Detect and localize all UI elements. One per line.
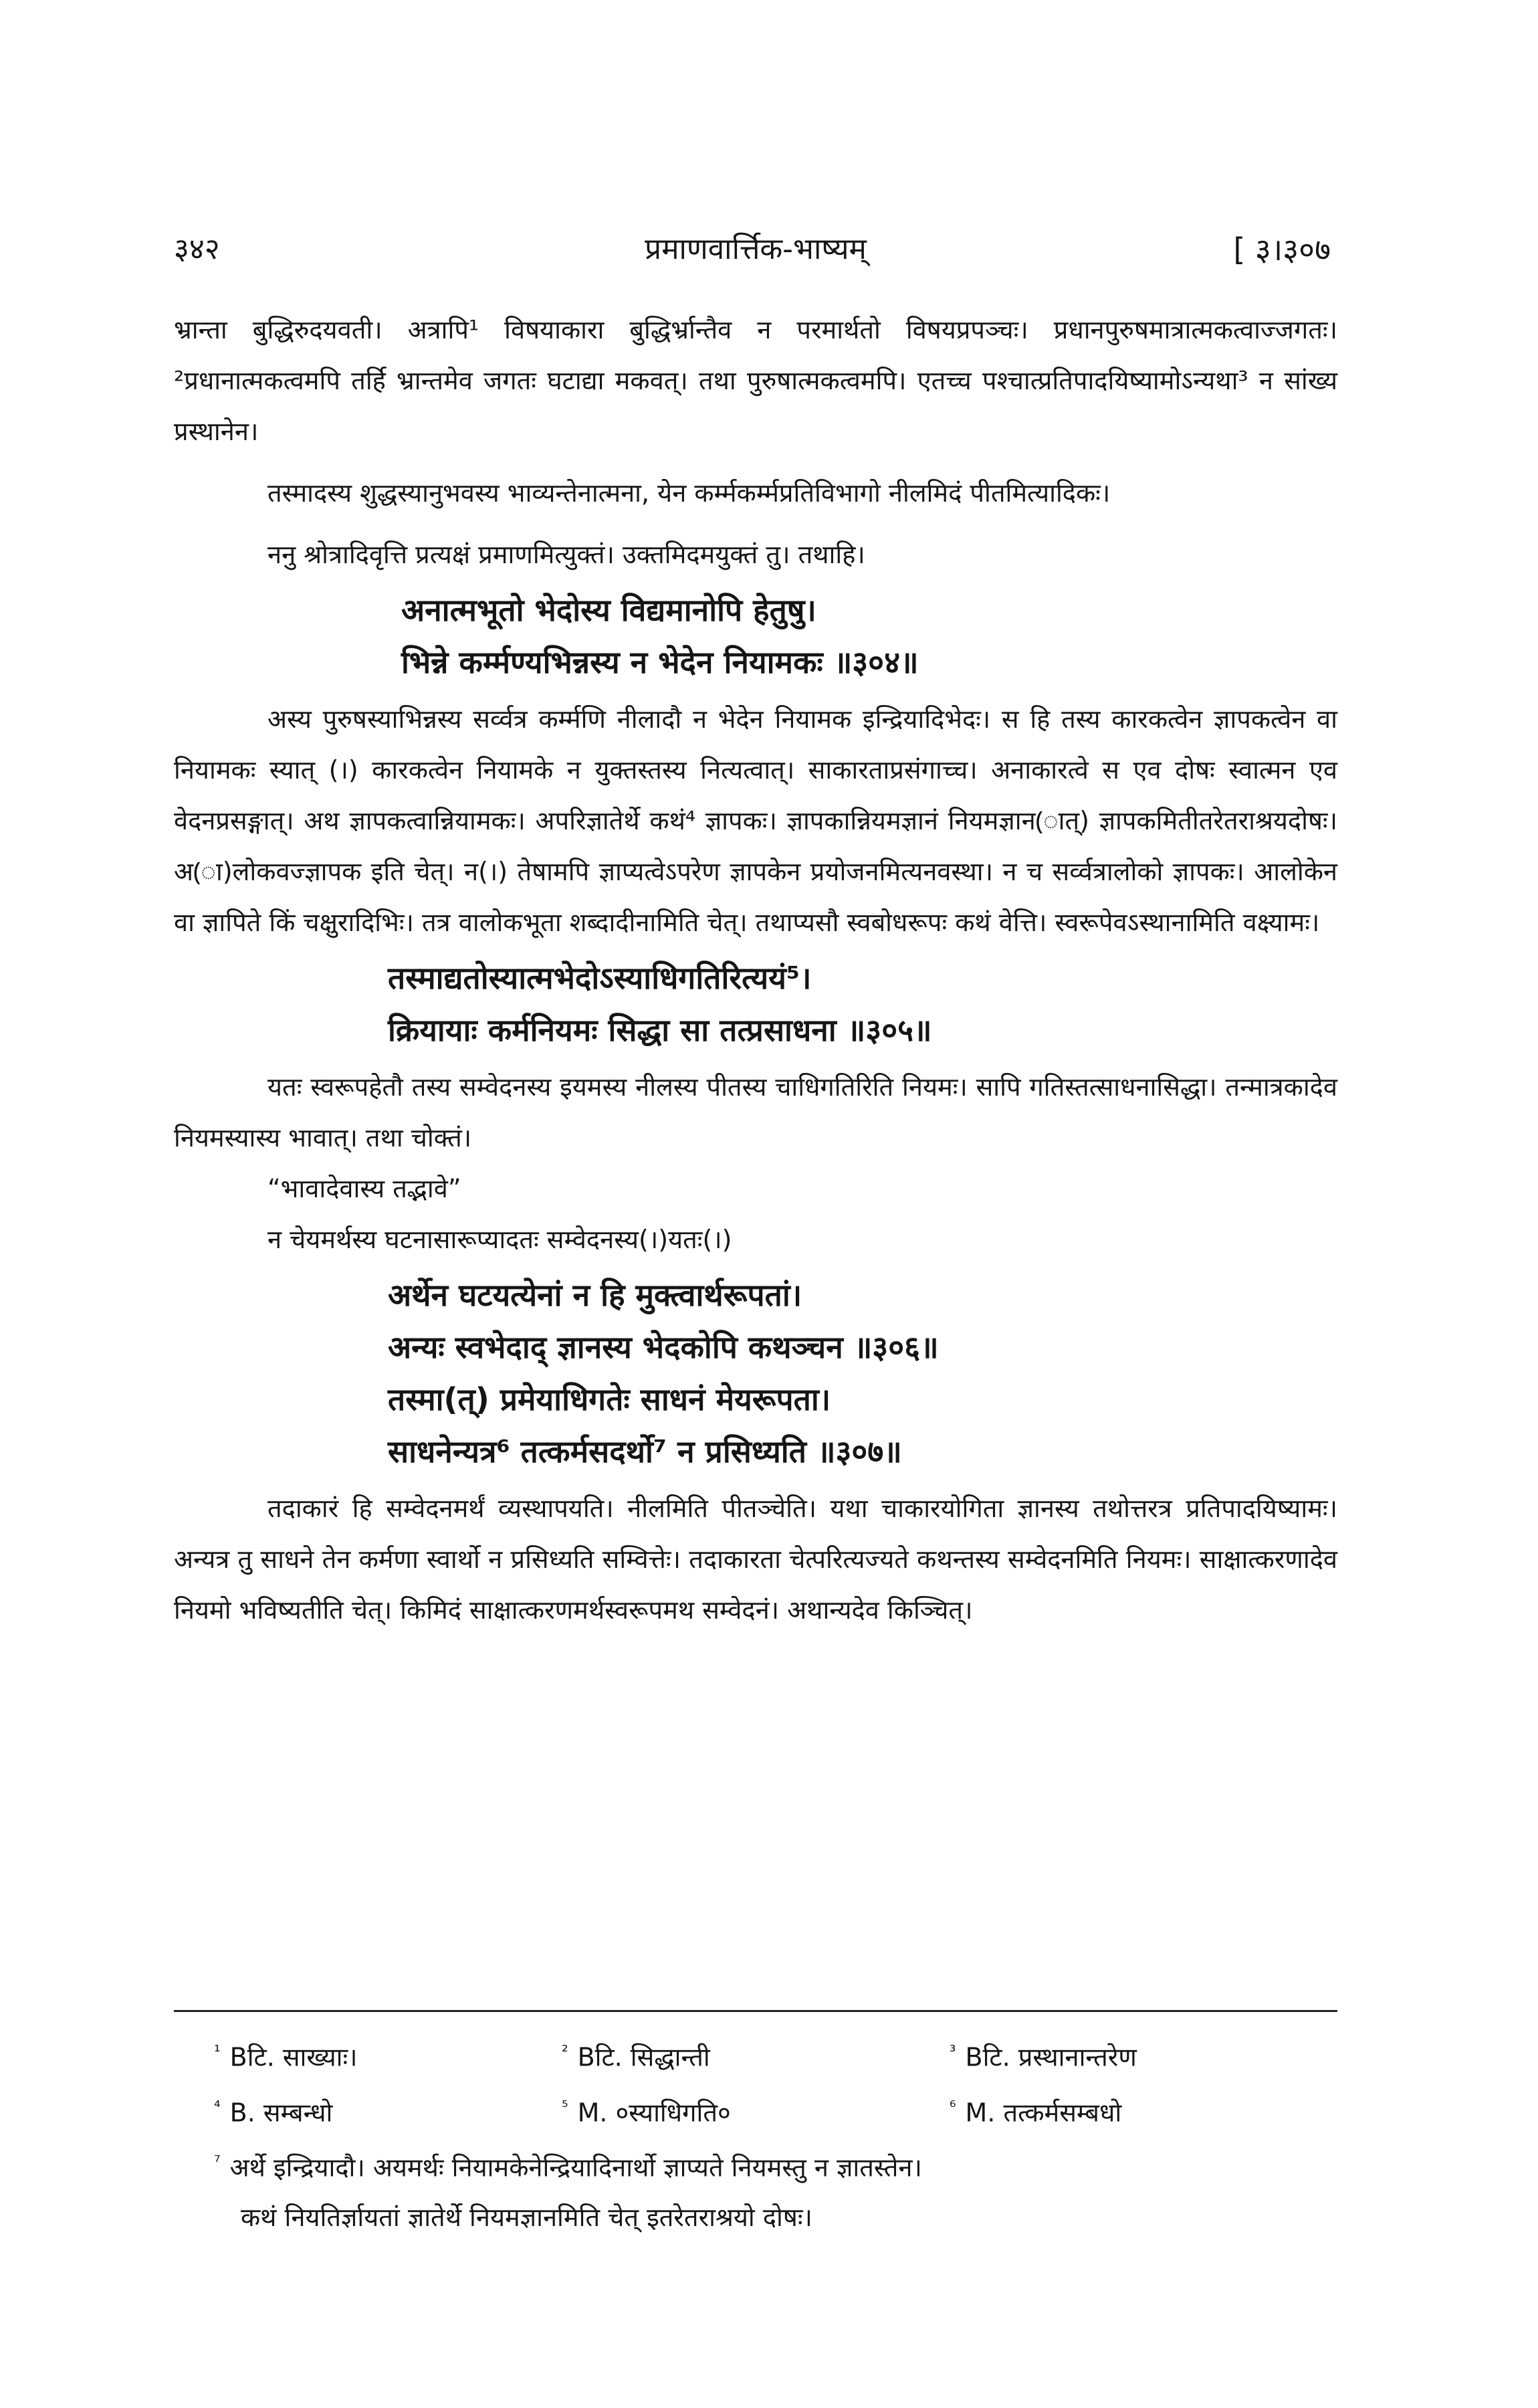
paragraph-4: अस्य पुरुषस्याभिन्नस्य सर्व्वत्र कर्म्मणि नीलादौ न भेदेन नियामक इन्द्रियादिभेदः। स हि तस्य कारकत्वेन ज्ञापकत्वेन वा नियामकः स्यात् (।) कारकत्वेन नियामके न युक्तस्तस्य नित्यत्वात्। साकारताप्रसंगाच्च। अनाकारत्वे स एव दोषः स्वात्मन एव वेदनप्रसङ्गात्। अथ ज्ञापकत्वान्नियामकः। अपरिज्ञातेर्थे कथं⁴ ज्ञापकः। ज्ञापकान्नियमज्ञानं नियमज्ञान(ात्) ज्ञापकमितीतरेतराश्रयदोषः। अ(ा)लोकवज्ज्ञापक इति चेत्। न(।) तेषामपि ज्ञाप्यत्वेऽपरेण ज्ञापकेन प्रयोजनमित्यनवस्था। न च सर्व्वत्रालोको ज्ञापकः। आलोकेन वा ज्ञापिते किं चक्षुरादिभिः। तत्र वालोकभूता शब्दादीनामिति चेत्। तथाप्यसौ स्वबोधरूपः कथं वेत्ति। स्वरूपेवऽस्थानामिति वक्ष्यामः। bbox=[174, 704, 1337, 937]
verse-305-line-2: क्रियायाः कर्मनियमः सिद्धा सा तत्प्रसाधना ॥३०५॥ bbox=[388, 1012, 932, 1048]
running-header bbox=[174, 226, 1337, 273]
main-text bbox=[174, 304, 1337, 1635]
paragraph-7: न चेयमर्थस्य घटनासारूप्यादतः सम्वेदनस्य(।)यतः(।) bbox=[267, 1225, 732, 1254]
verse-306-307 bbox=[174, 1269, 1337, 1478]
paragraph-5: यतः स्वरूपहेतौ तस्य सम्वेदनस्य इयमस्य नीलस्य पीतस्य चाधिगतिरिति नियमः। सापि गतिस्तत्साधनासिद्धा। तन्मात्रकादेव नियमस्यास्य भावात्। तथा चोक्तं। bbox=[174, 1072, 1337, 1152]
verse-306-line-1: अर्थेन घटयत्येनां न हि मुक्त्वार्थरूपतां। bbox=[388, 1277, 802, 1313]
page-number: ३४२ bbox=[174, 232, 220, 266]
verse-306-line-2: अन्यः स्वभेदाद् ज्ञानस्य भेदकोपि कथञ्चन ॥३०६॥ bbox=[388, 1329, 939, 1365]
footnote-divider bbox=[174, 2010, 1337, 2012]
verse-307-line-2: साधनेन्यत्र⁶ तत्कर्मसदर्थो⁷ न प्रसिध्यति ॥३०७॥ bbox=[388, 1433, 902, 1470]
book-page bbox=[174, 0, 1337, 2408]
footnote-7-continued: कथं नियतिर्ज्ञायतां ज्ञातेर्थे नियमज्ञानमिति चेत् इतरेतराश्रयो दोषः। bbox=[241, 2202, 812, 2232]
verse-304-line-2: भिन्ने कर्म्मण्यभिन्नस्य न भेदेन नियामकः ॥३०४॥ bbox=[401, 644, 919, 680]
page-title: प्रमाणवार्त्तिक-भाष्यम् bbox=[645, 232, 867, 266]
footnote-2: $^{^2}$ Bटि. सिद्धान्ती bbox=[561, 2042, 710, 2072]
verse-305-line-1: तस्माद्यतोस्यात्मभेदोऽस्याधिगतिरित्ययं⁵। bbox=[388, 960, 812, 996]
verse-305 bbox=[174, 952, 1337, 1056]
paragraph-3: ननु श्रोत्रादिवृत्ति प्रत्यक्षं प्रमाणमित्युक्तं। उक्तमिदमयुक्तं तु। तथाहि। bbox=[267, 540, 865, 569]
verse-304-line-1: अनात्मभूतो भेदोस्य विद्यमानोपि हेतुषु। bbox=[401, 592, 816, 628]
paragraph-8: तदाकारं हि सम्वेदनमर्थं व्यस्थापयति। नीलमिति पीतञ्चेति। यथा चाकारयोगिता ज्ञानस्य तथोत्तरत्र प्रतिपादयिष्यामः। अन्यत्र तु साधने तेन कर्मणा स्वार्थो न प्रसिध्यति सम्वित्तेः। तदाकारता चेत्परित्यज्यते कथन्तस्य सम्वेदनमिति नियमः। साक्षात्करणादेव नियमो भविष्यतीति चेत्। किमिदं साक्षात्करणमर्थस्वरूपमथ सम्वेदनं। अथान्यदेव किञ्चित्। bbox=[174, 1494, 1337, 1625]
footnote-5: $^{^5}$ M. ०स्याधिगति० bbox=[561, 2097, 731, 2128]
paragraph-1: भ्रान्ता बुद्धिरुदयवती। अत्रापि¹ विषयाकारा बुद्धिर्भ्रान्तैव न परमार्थतो विषयप्रपञ्चः। प्रधानपुरुषमात्रात्मकत्वाज्जगतः। ²प्रधानात्मकत्वमपि तर्हि भ्रान्तमेव जगतः घटाद्या मकवत्। तथा पुरुषात्मकत्वमपि। एतच्च पश्चात्प्रतिपादयिष्यामोऽन्यथा³ न सांख्य प्रस्थानेन। bbox=[174, 315, 1337, 446]
footnote-7: $^{^7}$ अर्थे इन्द्रियादौ। अयमर्थः नियामकेनेन्द्रियादिनार्थो ज्ञाप्यते नियमस्तु न ज्ञातस्तेन। bbox=[214, 2152, 922, 2183]
footnote-6: $^{^6}$ M. तत्कर्मसम्बधो bbox=[949, 2097, 1122, 2128]
verse-307-line-1: तस्मा(त्) प्रमेयाधिगतेः साधनं मेयरूपता। bbox=[388, 1381, 831, 1417]
footnote-row-1 bbox=[174, 2027, 1337, 2082]
verse-304 bbox=[174, 584, 1337, 688]
footnote-1: $^{^1}$ Bटि. साख्याः। bbox=[214, 2042, 358, 2072]
paragraph-2: तस्मादस्य शुद्धस्यानुभवस्य भाव्यन्तेनात्मना, येन कर्म्मकर्म्मप्रतिविभागो नीलमिदं पीतमित्यादिकः। bbox=[267, 478, 1111, 508]
quotation-line: “भावादेवास्य तद्भावे” bbox=[267, 1174, 461, 1203]
footnote-3: $^{^3}$ Bटि. प्रस्थानान्तरेण bbox=[949, 2042, 1137, 2072]
section-reference: [ ३।३०७ bbox=[1233, 231, 1331, 268]
footnote-row-2 bbox=[174, 2082, 1337, 2138]
footnotes bbox=[174, 2027, 1337, 2242]
footnote-4: $^{^4}$ B. सम्बन्धो bbox=[214, 2097, 333, 2128]
